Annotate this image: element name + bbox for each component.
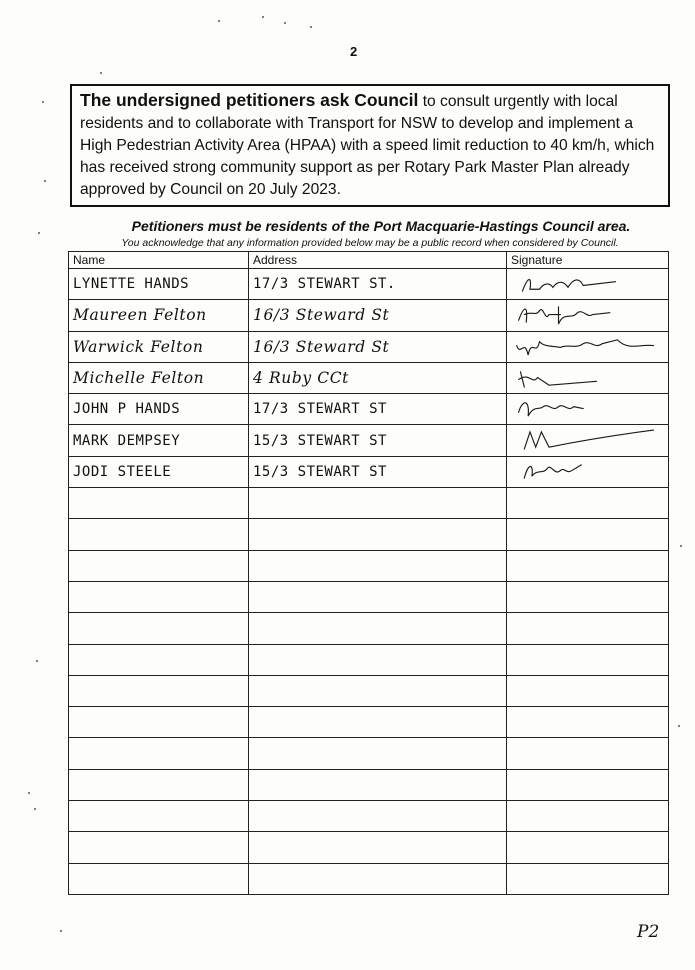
empty-cell [507, 738, 669, 769]
signer-signature [507, 425, 669, 456]
signer-signature [507, 362, 669, 393]
public-record-notice: You acknowledge that any information provided below may be a public record when considered by Council. [121, 237, 619, 249]
empty-cell [507, 488, 669, 519]
scan-speck [262, 16, 264, 18]
empty-table-row [69, 675, 669, 706]
empty-table-row [69, 644, 669, 675]
handwritten-signature-image [511, 364, 663, 393]
empty-cell [249, 613, 507, 644]
scan-speck [36, 660, 38, 662]
empty-cell [249, 550, 507, 581]
table-row [69, 331, 669, 362]
handwritten-signature-image [511, 457, 663, 486]
empty-cell [249, 707, 507, 738]
signer-signature [507, 394, 669, 425]
scan-speck [42, 101, 44, 103]
signer-address: 17/3 STEWART ST. [249, 269, 507, 300]
scan-speck [38, 232, 40, 234]
empty-cell [249, 581, 507, 612]
empty-table-row [69, 488, 669, 519]
empty-cell [69, 738, 249, 769]
corner-page-note: P2 [637, 922, 660, 942]
signature-stroke [519, 307, 610, 324]
empty-table-row [69, 832, 669, 863]
empty-table-row [69, 863, 669, 894]
signer-address: 4 Ruby CCt [249, 362, 507, 393]
handwritten-signature-image [511, 301, 663, 330]
empty-table-row [69, 550, 669, 581]
empty-cell [249, 644, 507, 675]
empty-cell [507, 519, 669, 550]
signature-stroke [522, 279, 615, 291]
empty-cell [69, 863, 249, 894]
empty-cell [249, 832, 507, 863]
signature-stroke [524, 430, 653, 449]
signature-stroke [519, 371, 597, 386]
petition-statement [70, 84, 670, 207]
empty-cell [69, 613, 249, 644]
signer-signature [507, 269, 669, 300]
table-row [69, 425, 669, 456]
empty-cell [507, 832, 669, 863]
scan-speck [44, 180, 46, 182]
empty-cell [69, 769, 249, 800]
empty-table-row [69, 581, 669, 612]
signer-name: Warwick Felton [69, 331, 249, 362]
empty-cell [249, 519, 507, 550]
signer-name: MARK DEMPSEY [69, 425, 249, 456]
empty-cell [507, 675, 669, 706]
scan-speck [100, 72, 102, 74]
empty-cell [69, 644, 249, 675]
signer-name: Maureen Felton [69, 300, 249, 331]
scan-speck [28, 792, 30, 794]
empty-table-row [69, 613, 669, 644]
signer-signature [507, 300, 669, 331]
empty-cell [69, 832, 249, 863]
table-row [69, 300, 669, 331]
table-row [69, 269, 669, 300]
scan-speck [310, 26, 312, 28]
signer-name: Michelle Felton [69, 362, 249, 393]
petition-body: to consult urgently with local residents and to collaborate with Transport for NSW to develop and implement a High Pedestrian Activity Area (HPAA) with a speed limit reduction to 40 km/h, which has received strong community support as per Rotary Park Master Plan already approved by Council on 20 July 2023. [80, 93, 655, 198]
empty-cell [507, 769, 669, 800]
scan-speck [218, 20, 220, 22]
signature-stroke [519, 403, 584, 416]
scan-speck [678, 725, 680, 727]
empty-cell [507, 550, 669, 581]
signer-signature [507, 331, 669, 362]
signer-address: 15/3 STEWART ST [249, 456, 507, 487]
signer-name: JOHN P HANDS [69, 394, 249, 425]
table-row [69, 456, 669, 487]
empty-cell [69, 550, 249, 581]
signer-signature [507, 456, 669, 487]
scan-speck [34, 808, 36, 810]
empty-cell [69, 801, 249, 832]
scan-speck [60, 930, 62, 932]
signature-stroke [524, 465, 581, 478]
empty-cell [69, 488, 249, 519]
table-header-row [69, 252, 669, 269]
signer-address: 16/3 Steward St [249, 300, 507, 331]
signer-address: 16/3 Steward St [249, 331, 507, 362]
empty-table-row [69, 769, 669, 800]
scan-speck [284, 22, 286, 24]
empty-cell [507, 863, 669, 894]
empty-cell [507, 613, 669, 644]
empty-cell [69, 675, 249, 706]
empty-cell [249, 488, 507, 519]
petition-lead: The undersigned petitioners ask Council [80, 90, 419, 110]
empty-table-row [69, 801, 669, 832]
header-name: Name [69, 252, 249, 269]
handwritten-signature-image [511, 395, 663, 424]
signer-name: JODI STEELE [69, 456, 249, 487]
signer-address: 17/3 STEWART ST [249, 394, 507, 425]
empty-cell [249, 801, 507, 832]
handwritten-signature-image [511, 332, 663, 361]
signer-address: 15/3 STEWART ST [249, 425, 507, 456]
empty-cell [507, 707, 669, 738]
signature-stroke [517, 340, 654, 355]
handwritten-signature-image [511, 270, 663, 299]
residency-requirement: Petitioners must be residents of the Port Macquarie-Hastings Council area. [131, 218, 631, 234]
signer-name: LYNETTE HANDS [69, 269, 249, 300]
signature-table [68, 251, 669, 895]
scan-speck [680, 545, 682, 547]
empty-cell [69, 519, 249, 550]
table-row [69, 394, 669, 425]
empty-table-row [69, 707, 669, 738]
empty-cell [69, 581, 249, 612]
empty-cell [507, 581, 669, 612]
handwritten-signature-image [511, 426, 663, 455]
empty-table-row [69, 519, 669, 550]
empty-cell [249, 863, 507, 894]
header-signature: Signature [507, 252, 669, 269]
page-number: 2 [350, 44, 358, 59]
header-address: Address [249, 252, 507, 269]
empty-cell [69, 707, 249, 738]
empty-cell [249, 675, 507, 706]
empty-table-row [69, 738, 669, 769]
empty-cell [507, 644, 669, 675]
table-row [69, 362, 669, 393]
empty-cell [249, 769, 507, 800]
empty-cell [507, 801, 669, 832]
empty-cell [249, 738, 507, 769]
